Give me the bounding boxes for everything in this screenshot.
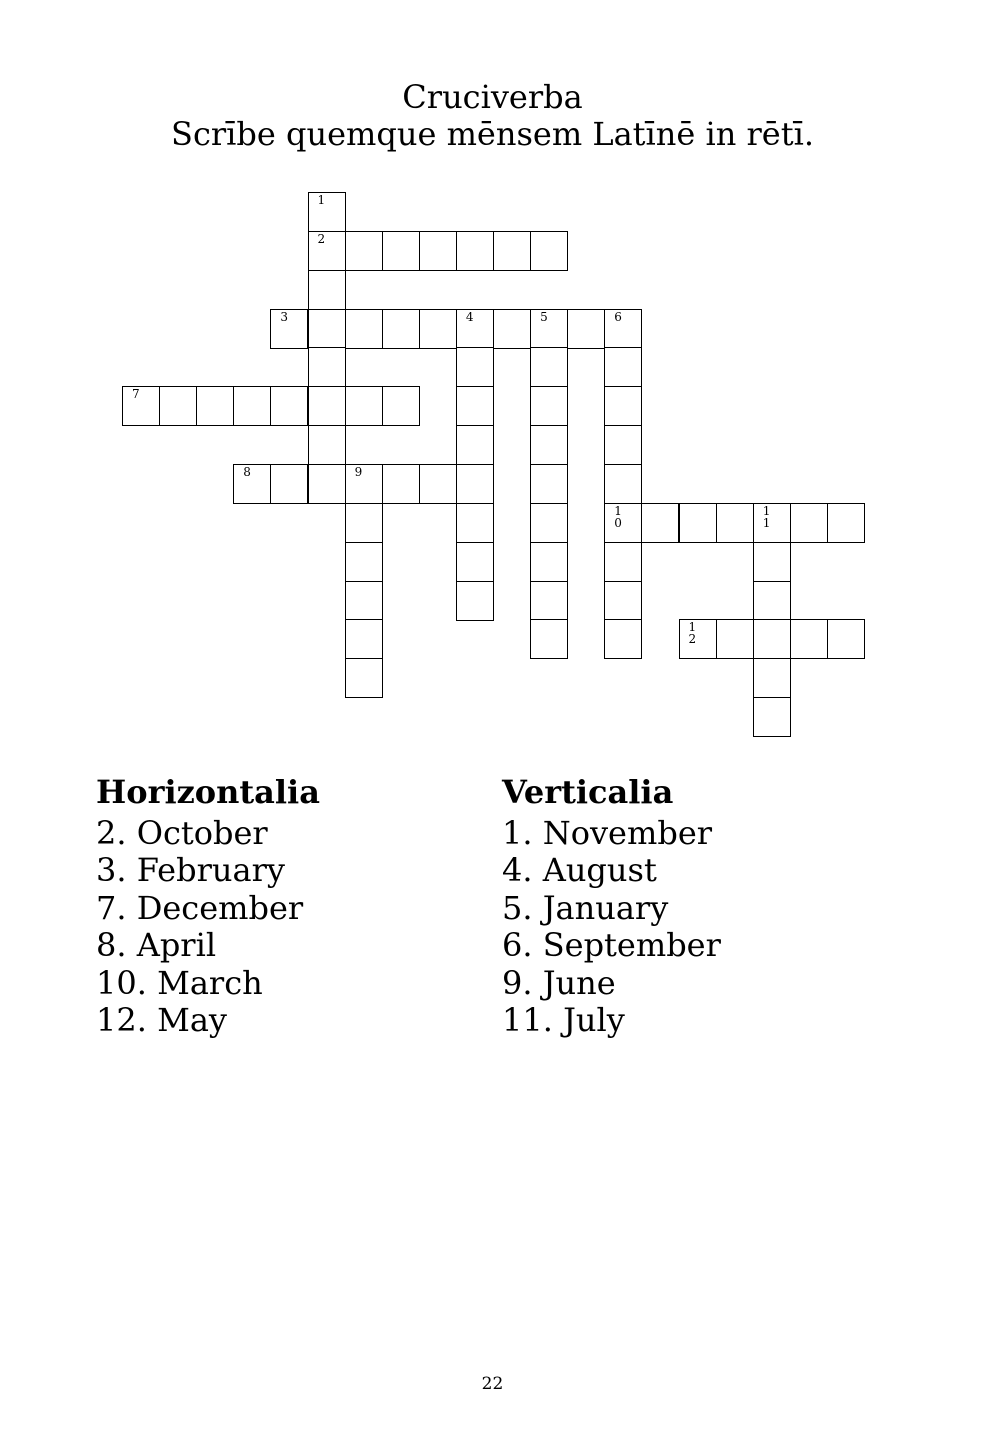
grid-cell[interactable] — [530, 619, 568, 659]
across-clue: 10. March — [96, 963, 263, 1002]
clue-number: 8 — [243, 464, 251, 479]
grid-cell[interactable] — [456, 581, 494, 621]
grid-cell[interactable] — [530, 347, 568, 387]
grid-cell[interactable] — [456, 464, 494, 504]
grid-cell[interactable] — [270, 464, 308, 504]
across-clue: 7. December — [96, 888, 304, 927]
down-clue: 4. August — [502, 851, 657, 890]
grid-cell[interactable] — [270, 309, 308, 349]
grid-cell[interactable] — [604, 581, 642, 621]
clue-number: 11 — [762, 503, 771, 530]
grid-cell[interactable] — [530, 425, 568, 465]
grid-cell[interactable] — [530, 386, 568, 426]
grid-cell[interactable] — [159, 386, 197, 426]
grid-cell[interactable] — [456, 309, 494, 349]
grid-cell[interactable] — [308, 425, 346, 465]
grid-cell[interactable] — [790, 619, 828, 659]
grid-cell[interactable] — [233, 386, 271, 426]
grid-cell[interactable] — [641, 503, 679, 543]
grid-cell[interactable] — [308, 309, 346, 349]
down-heading: Verticalia — [502, 773, 674, 811]
grid-cell[interactable] — [345, 581, 383, 621]
grid-cell[interactable] — [753, 503, 791, 543]
across-clue: 2. October — [96, 814, 268, 852]
clue-number: 7 — [132, 387, 140, 402]
across-clue-list — [96, 815, 303, 1039]
grid-cell[interactable] — [345, 386, 383, 426]
grid-cell[interactable] — [604, 309, 642, 349]
grid-cell[interactable] — [530, 542, 568, 582]
grid-cell[interactable] — [456, 425, 494, 465]
grid-cell[interactable] — [456, 347, 494, 387]
grid-cell[interactable] — [308, 464, 346, 504]
grid-cell[interactable] — [716, 619, 754, 659]
grid-cell[interactable] — [530, 581, 568, 621]
grid-cell[interactable] — [308, 347, 346, 387]
grid-cell[interactable] — [419, 464, 457, 504]
grid-cell[interactable] — [753, 619, 791, 659]
grid-cell[interactable] — [604, 542, 642, 582]
grid-cell[interactable] — [345, 503, 383, 543]
grid-cell[interactable] — [345, 619, 383, 659]
grid-cell[interactable] — [604, 503, 642, 543]
grid-cell[interactable] — [530, 231, 568, 271]
grid-cell[interactable] — [382, 231, 420, 271]
grid-cell[interactable] — [530, 464, 568, 504]
grid-cell[interactable] — [493, 231, 531, 271]
grid-cell[interactable] — [308, 270, 346, 310]
grid-cell[interactable] — [827, 503, 865, 543]
clue-number: 9 — [354, 464, 363, 479]
grid-cell[interactable] — [753, 581, 791, 621]
down-clue-list — [502, 815, 721, 1039]
grid-cell[interactable] — [493, 309, 531, 349]
grid-cell[interactable] — [790, 503, 828, 543]
grid-cell[interactable] — [382, 386, 420, 426]
instruction-text: Scrībe quemque mēnsem Latīnē in rētī. — [171, 115, 814, 153]
clue-number: 2 — [317, 231, 326, 246]
grid-cell[interactable] — [753, 658, 791, 698]
grid-cell[interactable] — [604, 347, 642, 387]
grid-cell[interactable] — [345, 658, 383, 698]
grid-cell[interactable] — [567, 309, 605, 349]
down-clue: 1. November — [502, 814, 713, 852]
grid-cell[interactable] — [530, 309, 568, 349]
grid-cell[interactable] — [716, 503, 754, 543]
clue-number: 12 — [688, 620, 697, 647]
grid-cell[interactable] — [196, 386, 234, 426]
grid-cell[interactable] — [530, 503, 568, 543]
down-clue: 9. June — [502, 963, 616, 1002]
grid-cell[interactable] — [419, 309, 457, 349]
grid-cell[interactable] — [456, 231, 494, 271]
clue-number: 3 — [280, 309, 289, 324]
grid-cell[interactable] — [233, 464, 271, 504]
grid-cell[interactable] — [419, 231, 457, 271]
grid-cell[interactable] — [345, 231, 383, 271]
across-clue: 8. April — [96, 926, 217, 965]
grid-cell[interactable] — [345, 542, 383, 582]
clue-number: 10 — [614, 503, 622, 530]
grid-cell[interactable] — [679, 503, 717, 543]
grid-cell[interactable] — [827, 619, 865, 659]
grid-cell[interactable] — [753, 542, 791, 582]
grid-cell[interactable] — [679, 619, 717, 659]
grid-cell[interactable] — [270, 386, 308, 426]
clue-number: 6 — [614, 309, 622, 324]
grid-cell[interactable] — [604, 464, 642, 504]
across-heading: Horizontalia — [96, 773, 320, 811]
grid-cell[interactable] — [604, 619, 642, 659]
grid-cell[interactable] — [456, 503, 494, 543]
page-title: Cruciverba — [402, 78, 583, 116]
grid-cell[interactable] — [308, 192, 346, 232]
crossword-grid — [122, 192, 864, 736]
across-clue: 12. May — [96, 1001, 227, 1040]
clue-number: 4 — [465, 309, 474, 324]
down-clue: 6. September — [502, 926, 721, 965]
clue-number: 1 — [317, 193, 326, 207]
grid-cell[interactable] — [308, 231, 346, 271]
grid-cell[interactable] — [345, 309, 383, 349]
grid-cell[interactable] — [604, 425, 642, 465]
grid-cell[interactable] — [753, 697, 791, 737]
down-clue: 5. January — [502, 888, 669, 927]
grid-cell[interactable] — [456, 386, 494, 426]
grid-cell[interactable] — [308, 386, 346, 426]
grid-cell[interactable] — [604, 386, 642, 426]
across-clue: 3. February — [96, 851, 285, 890]
down-clue: 11. July — [502, 1001, 625, 1040]
clue-number: 5 — [540, 309, 548, 324]
grid-cell[interactable] — [382, 309, 420, 349]
grid-cell[interactable] — [382, 464, 420, 504]
page-number: 22 — [481, 1374, 504, 1394]
grid-cell[interactable] — [456, 542, 494, 582]
grid-cell[interactable] — [345, 464, 383, 504]
grid-cell[interactable] — [122, 386, 160, 426]
